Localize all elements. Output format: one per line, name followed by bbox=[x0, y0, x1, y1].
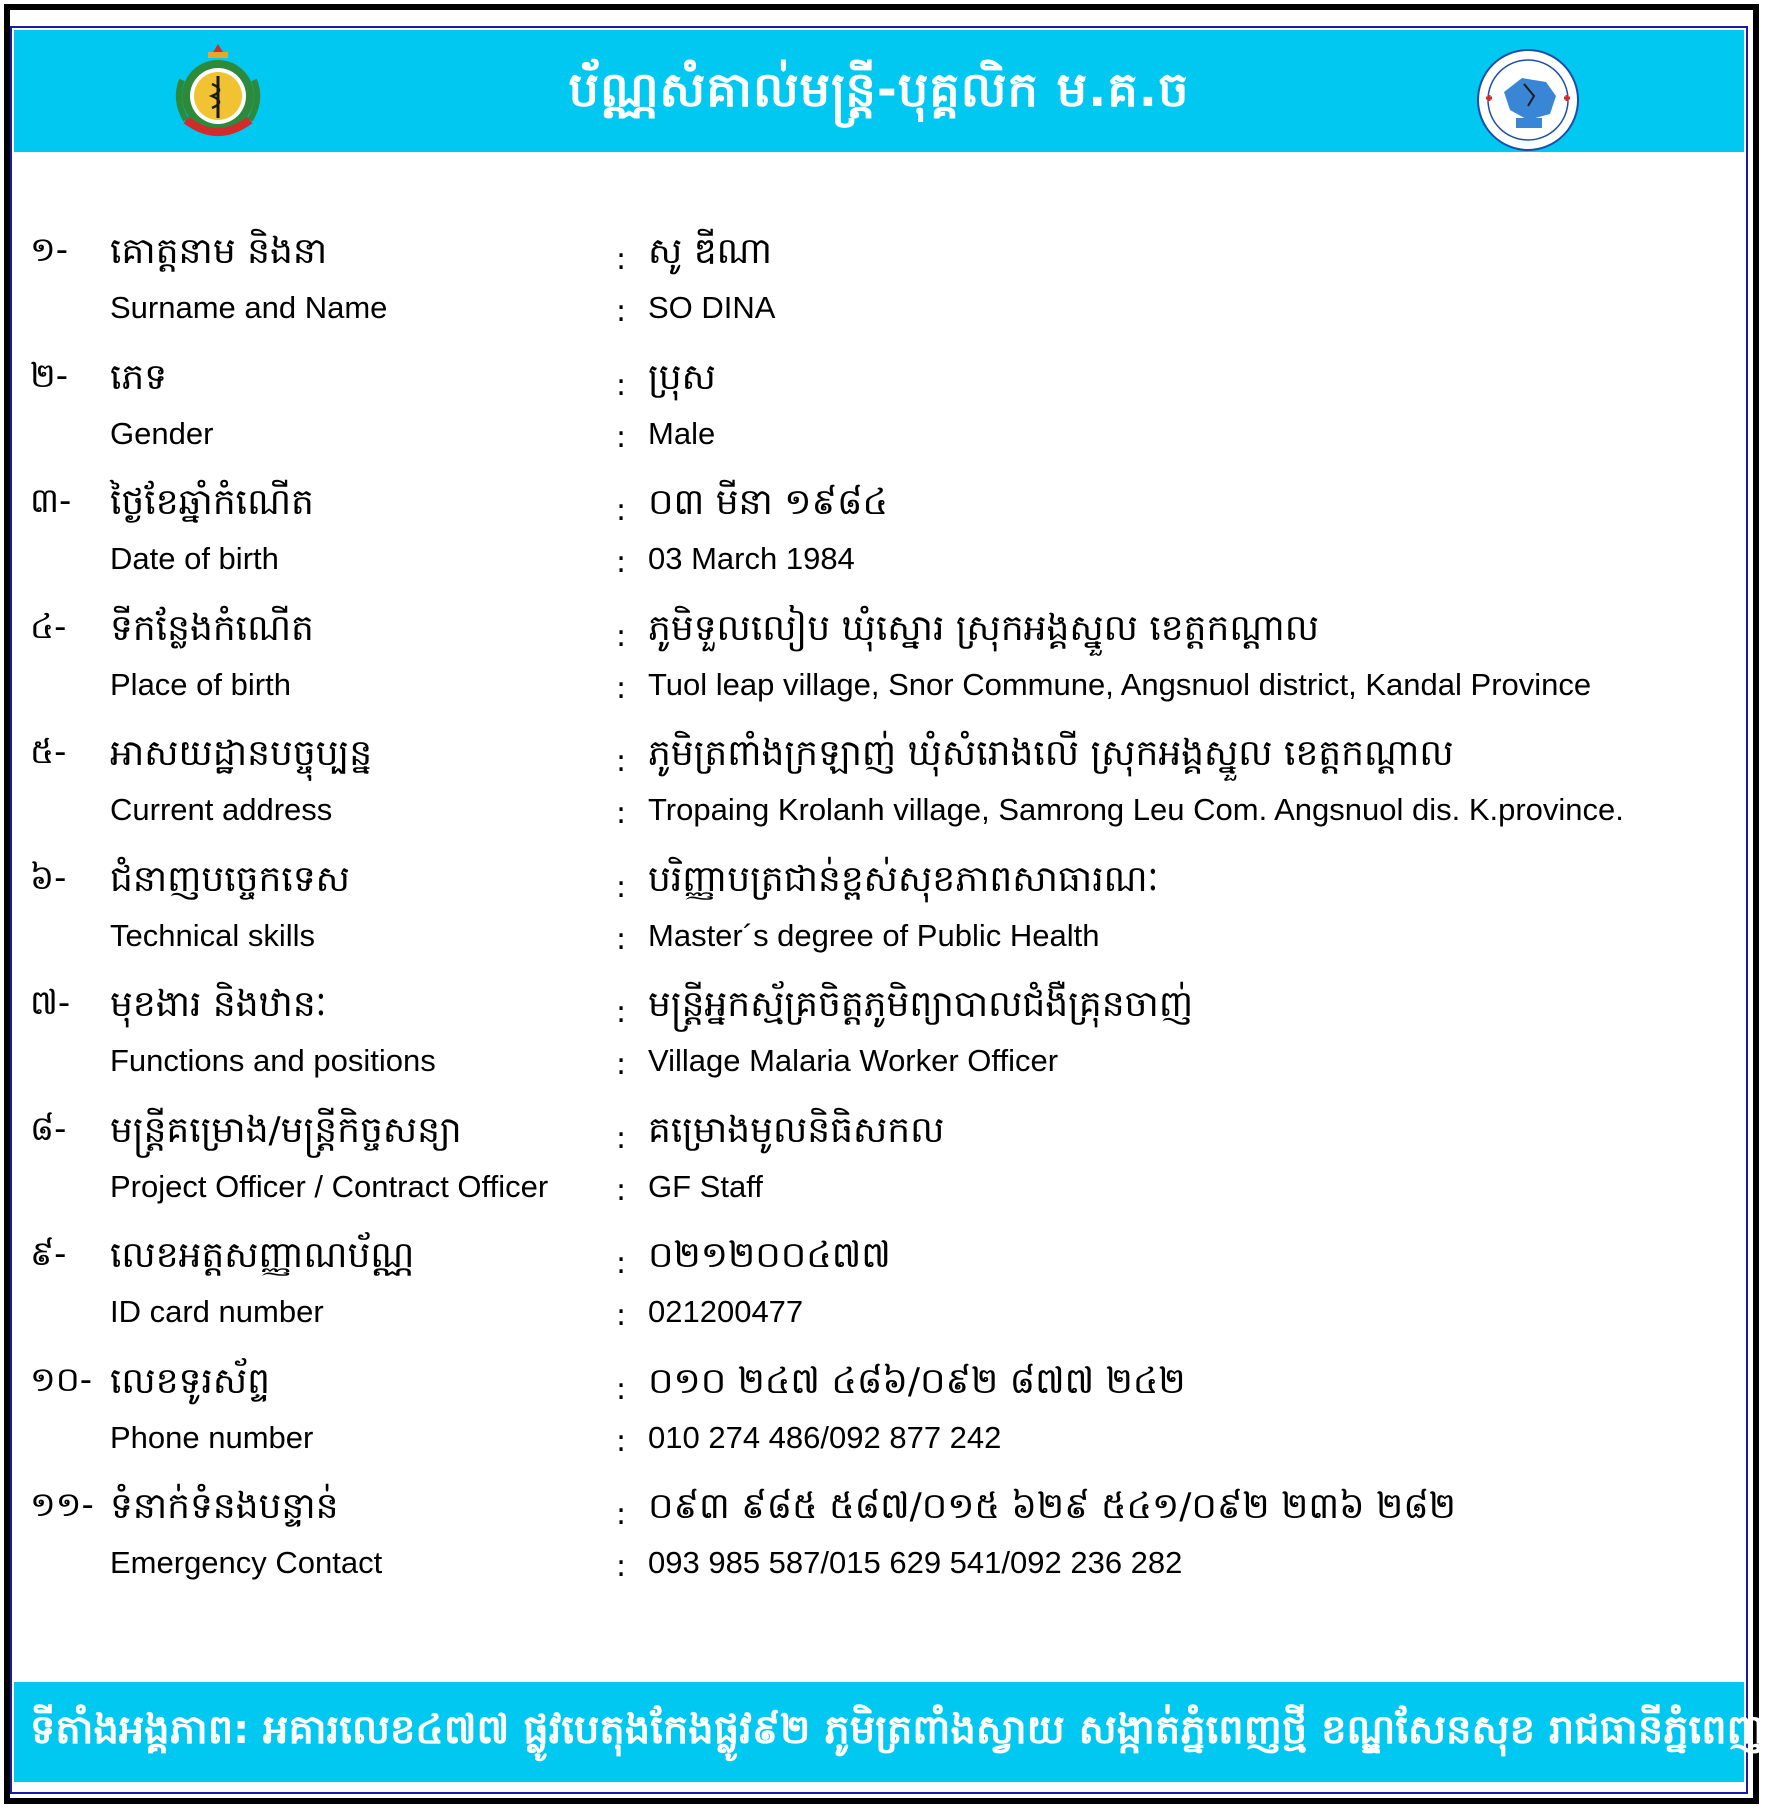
field-colon: : bbox=[616, 420, 627, 455]
field-value-en: 03 March 1984 bbox=[648, 541, 855, 576]
field-row-en bbox=[0, 667, 1771, 727]
field-colon: : bbox=[616, 1549, 627, 1584]
field-colon: : bbox=[616, 619, 627, 654]
field-label-km: មន្ត្រីគម្រោង/មន្ត្រីកិច្ចសន្យា bbox=[110, 1110, 462, 1151]
field-colon: : bbox=[616, 294, 627, 329]
field-row-km bbox=[0, 605, 1771, 665]
field-label-km: ទំនាក់ទំនងបន្ទាន់ bbox=[110, 1486, 339, 1527]
field-value-km: បរិញ្ញាបត្រជាន់ខ្ពស់សុខភាពសាធារណៈ bbox=[648, 859, 1159, 900]
field-number: ៩- bbox=[30, 1234, 67, 1274]
field-label-km: ទីកន្លែងកំណើត bbox=[110, 608, 314, 649]
field-row-km bbox=[0, 1232, 1771, 1292]
field-colon: : bbox=[616, 995, 627, 1030]
field-number: ៧- bbox=[30, 983, 71, 1023]
field-number: ៣- bbox=[30, 481, 72, 521]
field-label-en: Technical skills bbox=[110, 918, 316, 953]
ministry-of-health-emblem-icon bbox=[168, 40, 268, 146]
field-label-en: Project Officer / Contract Officer bbox=[110, 1169, 549, 1204]
field-value-en: 010 274 486/092 877 242 bbox=[648, 1420, 1002, 1455]
field-value-en: Tuol leap village, Snor Commune, Angsnuol district, Kandal Province bbox=[648, 667, 1592, 702]
field-value-km: ០១០ ២៤៧ ៤៨៦/០៩២ ៨៧៧ ២៤២ bbox=[648, 1361, 1186, 1402]
field-value-en: GF Staff bbox=[648, 1169, 763, 1204]
field-colon: : bbox=[616, 1424, 627, 1459]
field-row-km bbox=[0, 1358, 1771, 1418]
field-colon: : bbox=[616, 671, 627, 706]
field-row-en bbox=[0, 1043, 1771, 1103]
field-label-en: Functions and positions bbox=[110, 1043, 436, 1078]
field-number: ៤- bbox=[30, 607, 67, 647]
field-value-km: ០២១២០០៤៧៧ bbox=[648, 1235, 891, 1276]
field-colon: : bbox=[616, 796, 627, 831]
field-number: ២- bbox=[30, 356, 69, 396]
cnm-map-emblem-icon bbox=[1476, 48, 1580, 152]
field-number: ១១- bbox=[30, 1485, 94, 1525]
field-label-km: ជំនាញបច្ចេកទេស bbox=[110, 859, 350, 900]
field-row-en bbox=[0, 1545, 1771, 1605]
field-label-en: Surname and Name bbox=[110, 290, 388, 325]
field-value-km: មន្ត្រីអ្នកស្ម័គ្រចិត្តភូមិព្យាបាលជំងឺគ្រុនចាញ់ bbox=[648, 984, 1194, 1025]
field-label-km: គោត្តនាម និងនា bbox=[110, 231, 328, 272]
field-colon: : bbox=[616, 1372, 627, 1407]
field-value-en: Master´s degree of Public Health bbox=[648, 918, 1100, 953]
field-value-en: 093 985 587/015 629 541/092 236 282 bbox=[648, 1545, 1183, 1580]
field-row-km bbox=[0, 354, 1771, 414]
field-colon: : bbox=[616, 1047, 627, 1082]
field-value-en: Village Malaria Worker Officer bbox=[648, 1043, 1059, 1078]
field-value-km: ភូមិទួលលៀប ឃុំស្នោរ ស្រុកអង្គស្នួល ខេត្តកណ្តាល bbox=[648, 608, 1320, 649]
field-value-km: ប្រុស bbox=[648, 357, 716, 398]
field-row-en bbox=[0, 416, 1771, 476]
field-value-km: ០៣ មីនា ១៩៨៤ bbox=[648, 482, 888, 523]
field-row-km bbox=[0, 730, 1771, 790]
field-row-en bbox=[0, 1420, 1771, 1480]
footer-address: ទីតាំងអង្គភាព: អគារលេខ៤៧៧ ផ្លូវបេតុងកែងផ្លូវ៩២ ភូមិត្រពាំងស្វាយ សង្កាត់ភ្នំពេញថ្មី ខណ្ឌសែនសុខ រាជធានីភ្នំពេញ bbox=[30, 1707, 1765, 1753]
field-label-km: លេខទូរស័ព្ទ bbox=[110, 1361, 270, 1402]
field-row-km bbox=[0, 1107, 1771, 1167]
field-label-km: អាសយដ្ឋានបច្ចុប្បន្ន bbox=[110, 733, 373, 774]
field-colon: : bbox=[616, 1246, 627, 1281]
field-label-km: ភេទ bbox=[110, 357, 168, 398]
field-value-km: ០៩៣ ៩៨៥ ៥៨៧/០១៥ ៦២៩ ៥៤១/០៩២ ២៣៦ ២៨២ bbox=[648, 1486, 1456, 1527]
field-label-en: Gender bbox=[110, 416, 214, 451]
field-colon: : bbox=[616, 1497, 627, 1532]
field-number: ៥- bbox=[30, 732, 67, 772]
field-colon: : bbox=[616, 242, 627, 277]
field-label-km: លេខអត្តសញ្ញាណប័ណ្ណ bbox=[110, 1235, 415, 1276]
field-label-en: Place of birth bbox=[110, 667, 291, 702]
footer-banner bbox=[14, 1682, 1765, 1782]
field-number: ១- bbox=[30, 230, 69, 270]
field-row-en bbox=[0, 918, 1771, 978]
field-label-en: Emergency Contact bbox=[110, 1545, 383, 1580]
field-number: ៨- bbox=[30, 1109, 67, 1149]
field-row-en bbox=[0, 290, 1771, 350]
field-label-en: ID card number bbox=[110, 1294, 324, 1329]
field-colon: : bbox=[616, 493, 627, 528]
field-colon: : bbox=[616, 1298, 627, 1333]
field-row-km bbox=[0, 479, 1771, 539]
field-row-km bbox=[0, 856, 1771, 916]
field-colon: : bbox=[616, 368, 627, 403]
field-number: ១០- bbox=[30, 1360, 93, 1400]
field-value-km: ភូមិត្រពាំងក្រឡាញ់ ឃុំសំរោងលើ ស្រុកអង្គស្នួល ខេត្តកណ្តាល bbox=[648, 733, 1454, 774]
field-value-km: គម្រោងមូលនិធិសកល bbox=[648, 1110, 945, 1151]
field-colon: : bbox=[616, 1121, 627, 1156]
field-value-en: Male bbox=[648, 416, 716, 451]
field-row-en bbox=[0, 1169, 1771, 1229]
field-value-en: Tropaing Krolanh village, Samrong Leu Com. Angsnuol dis. K.province. bbox=[648, 792, 1624, 827]
field-colon: : bbox=[616, 870, 627, 905]
field-row-km bbox=[0, 981, 1771, 1041]
field-number: ៦- bbox=[30, 858, 67, 898]
field-label-km: មុខងារ និងឋានៈ bbox=[110, 984, 327, 1025]
field-value-en: SO DINA bbox=[648, 290, 776, 325]
page-title: ប័ណ្ណសំគាល់មន្ត្រី-បុគ្គលិក ម.គ.ច bbox=[568, 62, 1190, 118]
field-colon: : bbox=[616, 922, 627, 957]
field-colon: : bbox=[616, 545, 627, 580]
field-colon: : bbox=[616, 744, 627, 779]
field-row-km bbox=[0, 228, 1771, 288]
field-row-en bbox=[0, 541, 1771, 601]
field-label-km: ថ្ងៃខែឆ្នាំកំណើត bbox=[110, 482, 314, 523]
field-colon: : bbox=[616, 1173, 627, 1208]
field-value-en: 021200477 bbox=[648, 1294, 804, 1329]
field-row-km bbox=[0, 1483, 1771, 1543]
field-value-km: សូ ឌីណា bbox=[648, 231, 772, 272]
field-row-en bbox=[0, 792, 1771, 852]
field-label-en: Date of birth bbox=[110, 541, 279, 576]
field-label-en: Phone number bbox=[110, 1420, 314, 1455]
field-label-en: Current address bbox=[110, 792, 333, 827]
field-row-en bbox=[0, 1294, 1771, 1354]
